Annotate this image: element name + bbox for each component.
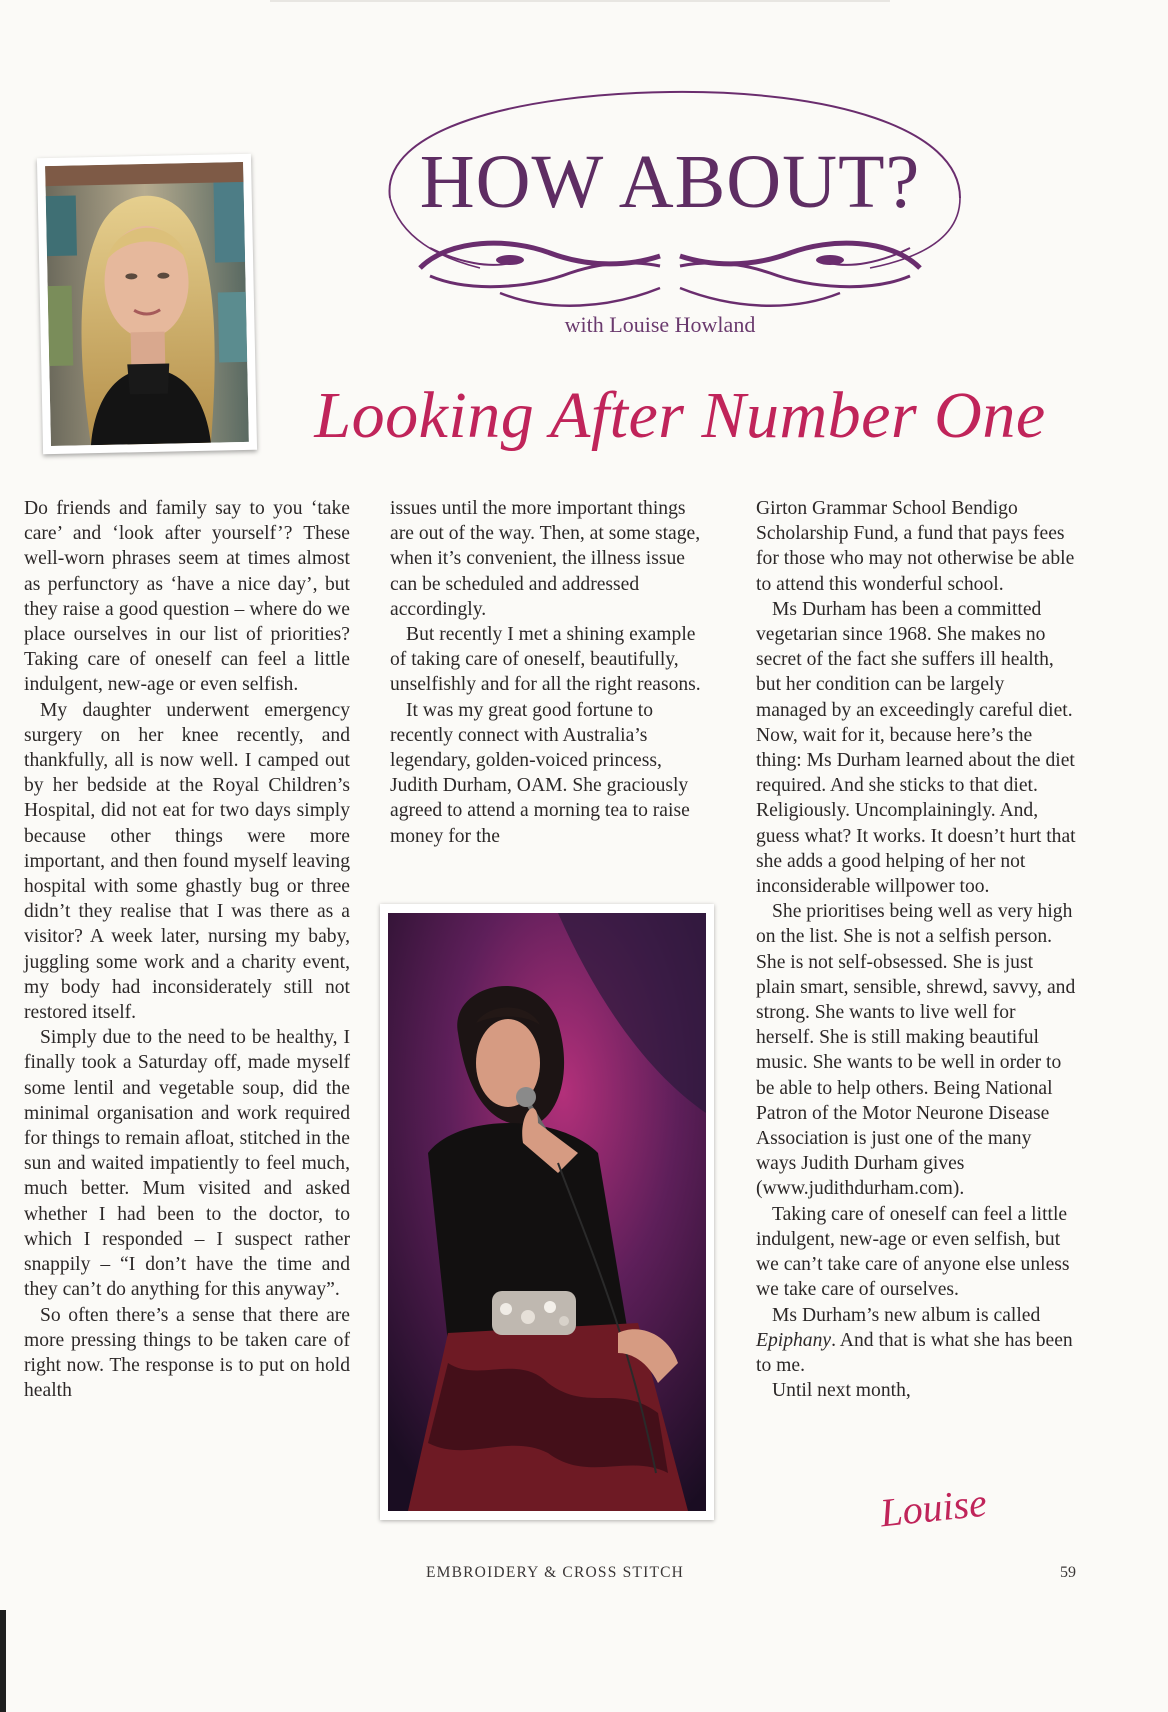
paragraph: Girton Grammar School Bendigo Scholarship Fund, a fund that pays fees for those who may not otherwise be able to attend this wonderful school. [756,498,1075,595]
masthead [360,88,980,328]
author-portrait-image [45,162,249,446]
paragraph: Ms Durham has been a committed vegetarian since 1968. She makes no secret of the fact she suffers ill health, but her condition can be largely managed by an exceedingly careful diet. Now, wait for it, because here’s the thing: Ms Durham learned about the diet required. And she sticks to that diet. Religiously. Uncomplainingly. And, guess what? It works. It doesn’t hurt that she adds a good helping of her not inconsiderable willpower too. [756,598,1076,898]
top-rule [270,0,890,2]
paragraph: issues until the more important things are out of the way. Then, at some stage, when it’s convenient, the illness issue can be scheduled and addressed accordingly. [390,498,701,620]
column-2 [390,496,706,849]
signature: Louise [877,1479,989,1536]
paragraph: Taking care of oneself can feel a little indulgent, new-age or even selfish, but we can’t take care of anyone else unless we take care of ourselves. [756,1203,1070,1301]
album-paragraph [756,1303,1076,1379]
closing: Until next month, [772,1380,911,1402]
paragraph: So often there’s a sense that there are more pressing things to be taken care of right now. The response is to put on hold health [24,1304,350,1402]
paragraph: She prioritises being well as very high on the list. She is not a selfish person. She is not self-obsessed. She is just plain smart, sensible, shrewd, savvy, and strong. She wants to live well for herself. She is still making beautiful music. She wants to be well in order to be able to help others. Being National Patron of the Motor Neurone Disease Association is just one of the many ways Judith Durham gives (www.judithdurham.com). [756,901,1076,1200]
album-text-after: . And that is what she has been to me. [756,1329,1073,1376]
author-portrait [37,154,257,454]
paragraph: But recently I met a shining example of taking care of oneself, beautifully, unselfishly and for all the right reasons. [390,624,701,696]
singer-photo [380,904,714,1520]
page-edge-shadow [0,1610,6,1712]
album-text-before: Ms Durham’s new album is called [772,1304,1041,1326]
page-number: 59 [1060,1564,1076,1581]
paragraph: Simply due to the need to be healthy, I finally took a Saturday off, made myself some lentil and vegetable soup, did the minimal organisation and work required for things to remain afloat, stitched in the sun and waited impatiently to feel much, much better. Mum visited and asked whether I had been to the doctor, to which I responded – I suspect rather snappily – “I don’t have the time and they can’t do anything for this anyway”. [24,1027,350,1301]
paragraph: Do friends and family say to you ‘take care’ and ‘look after yourself’? These well-worn phrases seem at times almost as perfunctory as ‘have a nice day’, but they raise a good question – where do we place ourselves in our list of priorities? Taking care of oneself can feel a little indulgent, new-age or even selfish. [24,498,350,696]
footer-magazine-title: EMBROIDERY & CROSS STITCH [425,1564,685,1581]
paragraph: My daughter underwent emergency surgery on her knee recently, and thankfully, all is now well. I camped out by her bedside at the Royal Children’s Hospital, did not eat for two days simply because other things were more important, and then found myself leaving hospital with some ghastly bug or three didn’t they realise that I was there as a visitor? A week later, nursing my baby, juggling some work and a charity event, my body had inconsiderately still not restored itself. [24,699,350,1024]
paragraph: It was my great good fortune to recently connect with Australia’s legendary, golden-voiced princess, Judith Durham, OAM. She graciously agreed to attend a morning tea to raise money for the [390,699,690,847]
column-1 [24,496,350,1403]
column-3 [756,496,1076,1403]
headline: Looking After Number One [314,379,1046,452]
singer-photo-image [388,913,706,1511]
footer [0,1564,1168,1588]
masthead-title: HOW ABOUT? [419,140,921,224]
byline: with Louise Howland [564,312,756,337]
album-title: Epiphany [756,1329,832,1351]
